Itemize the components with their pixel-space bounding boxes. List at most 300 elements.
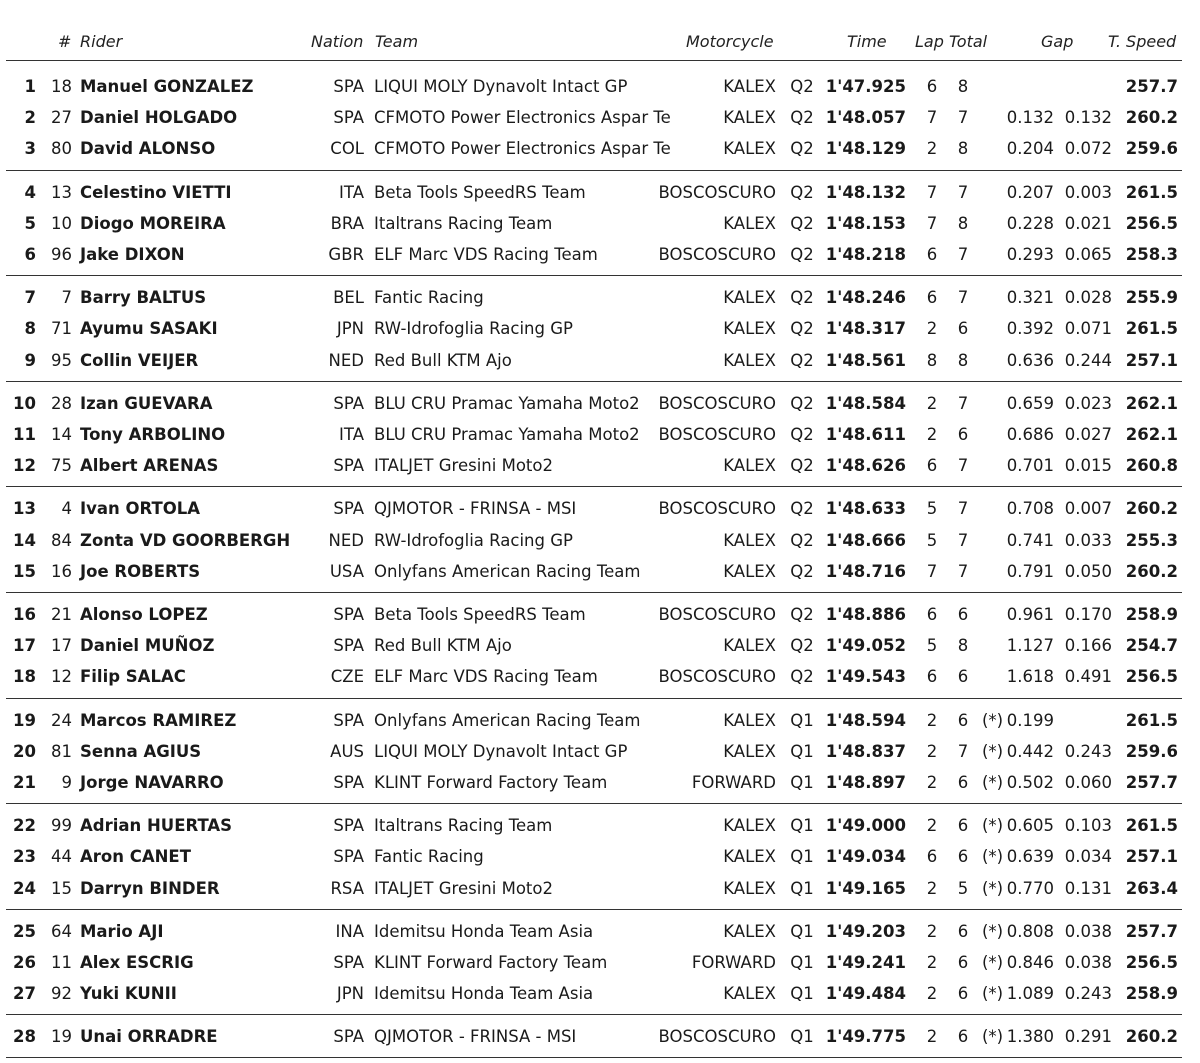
motorcycle-cell: BOSCOSCURO [658,394,776,413]
rider-name-cell: Tony ARBOLINO [80,425,226,444]
table-row [0,978,1200,1009]
rider-name-cell: Marcos RAMIREZ [80,711,237,730]
top-speed-cell: 256.5 [1125,667,1178,686]
gap-to-first-cell: 0.502 [1006,773,1054,792]
gap-to-first-cell: 0.293 [1006,245,1054,264]
best-lap-cell: 2 [926,319,938,338]
total-laps-cell: 7 [957,108,969,127]
gap-to-previous-cell: 0.166 [1064,636,1112,655]
q1-marker-cell: (*) [982,953,1004,972]
gap-to-first-cell: 0.207 [1006,183,1054,202]
gap-to-previous-cell: 0.021 [1064,214,1112,233]
rider-number-cell: 21 [51,605,72,624]
session-cell: Q1 [790,984,814,1003]
table-row [0,810,1200,841]
team-cell: CFMOTO Power Electronics Aspar Te [374,139,671,158]
q1-marker-cell: (*) [982,816,1004,835]
rider-name-cell: David ALONSO [80,139,216,158]
best-time-cell: 1'48.626 [825,456,906,475]
team-cell: QJMOTOR - FRINSA - MSI [374,499,577,518]
total-laps-cell: 7 [957,288,969,307]
group-divider [6,381,1182,382]
session-cell: Q2 [790,605,814,624]
best-time-cell: 1'49.000 [825,816,906,835]
best-lap-cell: 7 [926,562,938,581]
rider-number-cell: 16 [51,562,72,581]
best-time-cell: 1'48.897 [825,773,906,792]
rider-number-cell: 13 [51,183,72,202]
gap-to-previous-cell: 0.170 [1064,605,1112,624]
top-speed-cell: 256.5 [1125,953,1178,972]
team-cell: Fantic Racing [374,847,484,866]
best-time-cell: 1'47.925 [825,77,906,96]
q1-marker-cell: (*) [982,984,1004,1003]
top-speed-cell: 255.3 [1125,531,1178,550]
nation-cell: AUS [330,742,364,761]
header-team: Team [375,32,419,51]
motorcycle-cell: KALEX [723,214,776,233]
gap-to-previous-cell: 0.060 [1064,773,1112,792]
rider-number-cell: 64 [51,922,72,941]
gap-to-previous-cell: 0.023 [1064,394,1112,413]
gap-to-first-cell: 0.741 [1006,531,1054,550]
nation-cell: SPA [333,773,364,792]
best-lap-cell: 2 [926,139,938,158]
nation-cell: NED [328,351,364,370]
header-rider: Rider [80,32,123,51]
total-laps-cell: 6 [957,711,969,730]
team-cell: Onlyfans American Racing Team [374,562,641,581]
gap-to-first-cell: 0.708 [1006,499,1054,518]
motorcycle-cell: FORWARD [691,773,776,792]
gap-to-first-cell: 0.228 [1006,214,1054,233]
best-lap-cell: 6 [926,847,938,866]
motorcycle-cell: KALEX [723,816,776,835]
motorcycle-cell: KALEX [723,847,776,866]
rider-number-cell: 10 [51,214,72,233]
rider-name-cell: Senna AGIUS [80,742,202,761]
group-divider [6,275,1182,276]
session-cell: Q2 [790,425,814,444]
nation-cell: ITA [339,425,364,444]
session-cell: Q2 [790,319,814,338]
position-cell: 28 [13,1027,36,1046]
best-lap-cell: 2 [926,984,938,1003]
session-cell: Q1 [790,711,814,730]
table-row [0,525,1200,556]
gap-to-first-cell: 0.701 [1006,456,1054,475]
position-cell: 25 [13,922,36,941]
group-divider [6,909,1182,910]
top-speed-cell: 257.7 [1125,77,1178,96]
motorcycle-cell: KALEX [723,456,776,475]
q1-marker-cell: (*) [982,773,1004,792]
team-cell: Beta Tools SpeedRS Team [374,183,586,202]
table-row [0,736,1200,767]
session-cell: Q2 [790,214,814,233]
q1-marker-cell: (*) [982,1027,1004,1046]
position-cell: 13 [13,499,36,518]
session-cell: Q2 [790,636,814,655]
motorcycle-cell: KALEX [723,108,776,127]
rider-number-cell: 27 [51,108,72,127]
motorcycle-cell: BOSCOSCURO [658,667,776,686]
gap-to-previous-cell: 0.491 [1064,667,1112,686]
table-row [0,661,1200,692]
nation-cell: SPA [333,1027,364,1046]
gap-to-first-cell: 0.442 [1006,742,1054,761]
top-speed-cell: 260.2 [1125,108,1178,127]
table-row [0,282,1200,313]
position-cell: 15 [13,562,36,581]
gap-to-previous-cell: 0.003 [1064,183,1112,202]
gap-to-first-cell: 0.639 [1006,847,1054,866]
rider-number-cell: 99 [51,816,72,835]
team-cell: ITALJET Gresini Moto2 [374,879,553,898]
team-cell: LIQUI MOLY Dynavolt Intact GP [374,742,628,761]
position-cell: 12 [13,456,36,475]
header-gap: Gap [1041,32,1074,51]
gap-to-previous-cell: 0.243 [1064,742,1112,761]
q1-marker-cell: (*) [982,847,1004,866]
rider-name-cell: Celestino VIETTI [80,183,232,202]
rider-name-cell: Jake DIXON [80,245,185,264]
nation-cell: SPA [333,499,364,518]
header-lap: Lap [915,32,944,51]
best-time-cell: 1'48.666 [825,531,906,550]
rider-name-cell: Izan GUEVARA [80,394,213,413]
best-lap-cell: 7 [926,108,938,127]
total-laps-cell: 7 [957,562,969,581]
gap-to-previous-cell: 0.027 [1064,425,1112,444]
position-cell: 10 [13,394,36,413]
session-cell: Q2 [790,667,814,686]
team-cell: KLINT Forward Factory Team [374,773,608,792]
total-laps-cell: 7 [957,456,969,475]
session-cell: Q2 [790,108,814,127]
gap-to-first-cell: 0.392 [1006,319,1054,338]
top-speed-cell: 260.8 [1125,456,1178,475]
team-cell: BLU CRU Pramac Yamaha Moto2 [374,394,640,413]
session-cell: Q2 [790,351,814,370]
session-cell: Q2 [790,183,814,202]
top-speed-cell: 262.1 [1125,394,1178,413]
rider-number-cell: 28 [51,394,72,413]
position-cell: 14 [13,531,36,550]
gap-to-first-cell: 0.770 [1006,879,1054,898]
session-cell: Q2 [790,531,814,550]
team-cell: ELF Marc VDS Racing Team [374,667,598,686]
rider-name-cell: Zonta VD GOORBERGH [80,531,291,550]
rider-name-cell: Joe ROBERTS [80,562,201,581]
gap-to-previous-cell: 0.007 [1064,499,1112,518]
motorcycle-cell: FORWARD [691,953,776,972]
position-cell: 22 [13,816,36,835]
rider-number-cell: 75 [51,456,72,475]
rider-name-cell: Diogo MOREIRA [80,214,226,233]
motorcycle-cell: KALEX [723,922,776,941]
best-lap-cell: 2 [926,879,938,898]
best-time-cell: 1'48.584 [825,394,906,413]
rider-name-cell: Jorge NAVARRO [80,773,224,792]
table-row [0,841,1200,872]
table-row [0,599,1200,630]
table-row [0,873,1200,904]
table-row [0,71,1200,102]
top-speed-cell: 260.2 [1125,1027,1178,1046]
gap-to-first-cell: 0.636 [1006,351,1054,370]
q1-marker-cell: (*) [982,711,1004,730]
position-cell: 26 [13,953,36,972]
table-row [0,177,1200,208]
nation-cell: INA [335,922,364,941]
team-cell: Idemitsu Honda Team Asia [374,984,594,1003]
gap-to-previous-cell: 0.028 [1064,288,1112,307]
nation-cell: SPA [333,394,364,413]
rider-name-cell: Filip SALAC [80,667,186,686]
rider-number-cell: 24 [51,711,72,730]
gap-to-first-cell: 0.199 [1006,711,1054,730]
total-laps-cell: 6 [957,605,969,624]
team-cell: LIQUI MOLY Dynavolt Intact GP [374,77,628,96]
table-bottom-divider [6,1057,1182,1058]
position-cell: 24 [13,879,36,898]
best-time-cell: 1'49.052 [825,636,906,655]
top-speed-cell: 261.5 [1125,319,1178,338]
top-speed-cell: 258.9 [1125,605,1178,624]
best-time-cell: 1'49.241 [825,953,906,972]
best-lap-cell: 6 [926,77,938,96]
motorcycle-cell: BOSCOSCURO [658,1027,776,1046]
best-time-cell: 1'49.203 [825,922,906,941]
team-cell: Red Bull KTM Ajo [374,636,512,655]
total-laps-cell: 6 [957,773,969,792]
top-speed-cell: 256.5 [1125,214,1178,233]
nation-cell: SPA [333,847,364,866]
best-lap-cell: 6 [926,667,938,686]
rider-number-cell: 18 [51,77,72,96]
session-cell: Q2 [790,499,814,518]
table-row [0,556,1200,587]
table-row [0,313,1200,344]
session-cell: Q1 [790,773,814,792]
top-speed-cell: 262.1 [1125,425,1178,444]
total-laps-cell: 8 [957,139,969,158]
rider-name-cell: Ayumu SASAKI [80,319,218,338]
rider-number-cell: 17 [51,636,72,655]
header-number: # [58,32,72,51]
best-lap-cell: 5 [926,636,938,655]
team-cell: Onlyfans American Racing Team [374,711,641,730]
rider-name-cell: Daniel MUÑOZ [80,636,215,655]
best-time-cell: 1'48.129 [825,139,906,158]
nation-cell: SPA [333,711,364,730]
gap-to-previous-cell: 0.072 [1064,139,1112,158]
position-cell: 21 [13,773,36,792]
top-speed-cell: 258.9 [1125,984,1178,1003]
gap-to-previous-cell: 0.244 [1064,351,1112,370]
best-time-cell: 1'49.775 [825,1027,906,1046]
group-divider [6,170,1182,171]
top-speed-cell: 260.2 [1125,562,1178,581]
total-laps-cell: 7 [957,394,969,413]
nation-cell: GBR [328,245,364,264]
best-lap-cell: 2 [926,816,938,835]
team-cell: QJMOTOR - FRINSA - MSI [374,1027,577,1046]
top-speed-cell: 255.9 [1125,288,1178,307]
gap-to-previous-cell: 0.291 [1064,1027,1112,1046]
session-cell: Q1 [790,847,814,866]
table-row [0,388,1200,419]
header-time: Time [847,32,887,51]
gap-to-previous-cell: 0.243 [1064,984,1112,1003]
top-speed-cell: 257.7 [1125,773,1178,792]
position-cell: 16 [13,605,36,624]
position-cell: 3 [24,139,36,158]
rider-number-cell: 96 [51,245,72,264]
rider-number-cell: 11 [51,953,72,972]
gap-to-previous-cell: 0.065 [1064,245,1112,264]
motorcycle-cell: KALEX [723,742,776,761]
nation-cell: USA [329,562,364,581]
session-cell: Q2 [790,456,814,475]
rider-name-cell: Alex ESCRIG [80,953,194,972]
gap-to-first-cell: 0.659 [1006,394,1054,413]
total-laps-cell: 6 [957,984,969,1003]
nation-cell: BRA [330,214,364,233]
best-time-cell: 1'48.153 [825,214,906,233]
best-lap-cell: 5 [926,499,938,518]
group-divider [6,1014,1182,1015]
table-row [0,419,1200,450]
rider-number-cell: 4 [61,499,72,518]
q1-marker-cell: (*) [982,922,1004,941]
session-cell: Q1 [790,922,814,941]
motorcycle-cell: KALEX [723,531,776,550]
rider-name-cell: Alonso LOPEZ [80,605,208,624]
best-time-cell: 1'48.633 [825,499,906,518]
best-time-cell: 1'48.561 [825,351,906,370]
best-lap-cell: 2 [926,394,938,413]
rider-name-cell: Yuki KUNII [80,984,177,1003]
total-laps-cell: 6 [957,319,969,338]
rider-number-cell: 19 [51,1027,72,1046]
best-time-cell: 1'49.484 [825,984,906,1003]
rider-name-cell: Albert ARENAS [80,456,219,475]
position-cell: 23 [13,847,36,866]
table-row [0,133,1200,164]
position-cell: 20 [13,742,36,761]
top-speed-cell: 260.2 [1125,499,1178,518]
table-row [0,493,1200,524]
best-time-cell: 1'48.057 [825,108,906,127]
gap-to-first-cell: 1.089 [1006,984,1054,1003]
rider-number-cell: 84 [51,531,72,550]
total-laps-cell: 7 [957,183,969,202]
rider-number-cell: 80 [51,139,72,158]
team-cell: ELF Marc VDS Racing Team [374,245,598,264]
best-lap-cell: 2 [926,922,938,941]
rider-name-cell: Barry BALTUS [80,288,207,307]
best-lap-cell: 2 [926,953,938,972]
best-lap-cell: 2 [926,711,938,730]
q1-marker-cell: (*) [982,879,1004,898]
rider-name-cell: Darryn BINDER [80,879,220,898]
best-time-cell: 1'48.317 [825,319,906,338]
rider-name-cell: Ivan ORTOLA [80,499,201,518]
table-row [0,208,1200,239]
best-time-cell: 1'48.611 [825,425,906,444]
motorcycle-cell: KALEX [723,636,776,655]
gap-to-first-cell: 0.204 [1006,139,1054,158]
table-row [0,916,1200,947]
total-laps-cell: 8 [957,636,969,655]
best-lap-cell: 6 [926,245,938,264]
total-laps-cell: 6 [957,667,969,686]
nation-cell: SPA [333,816,364,835]
nation-cell: SPA [333,456,364,475]
total-laps-cell: 7 [957,742,969,761]
motorcycle-cell: KALEX [723,984,776,1003]
team-cell: Beta Tools SpeedRS Team [374,605,586,624]
best-time-cell: 1'48.246 [825,288,906,307]
gap-to-first-cell: 1.127 [1006,636,1054,655]
gap-to-first-cell: 1.618 [1006,667,1054,686]
session-cell: Q2 [790,562,814,581]
top-speed-cell: 261.5 [1125,183,1178,202]
header-divider [6,60,1182,61]
motorcycle-cell: BOSCOSCURO [658,183,776,202]
rider-number-cell: 44 [51,847,72,866]
gap-to-previous-cell: 0.132 [1064,108,1112,127]
position-cell: 6 [24,245,36,264]
total-laps-cell: 7 [957,499,969,518]
best-time-cell: 1'49.165 [825,879,906,898]
nation-cell: JPN [336,984,364,1003]
total-laps-cell: 8 [957,77,969,96]
team-cell: Red Bull KTM Ajo [374,351,512,370]
session-cell: Q2 [790,394,814,413]
best-lap-cell: 5 [926,531,938,550]
best-lap-cell: 8 [926,351,938,370]
table-row [0,345,1200,376]
table-row [0,630,1200,661]
rider-number-cell: 95 [51,351,72,370]
best-lap-cell: 6 [926,605,938,624]
gap-to-first-cell: 0.321 [1006,288,1054,307]
rider-number-cell: 7 [61,288,72,307]
rider-number-cell: 81 [51,742,72,761]
rider-name-cell: Manuel GONZALEZ [80,77,254,96]
best-time-cell: 1'48.594 [825,711,906,730]
gap-to-first-cell: 0.791 [1006,562,1054,581]
motorcycle-cell: KALEX [723,288,776,307]
top-speed-cell: 261.5 [1125,816,1178,835]
header-top-speed: T. Speed [1108,32,1177,51]
motorcycle-cell: BOSCOSCURO [658,425,776,444]
motorcycle-cell: BOSCOSCURO [658,499,776,518]
motorcycle-cell: KALEX [723,711,776,730]
rider-name-cell: Collin VEIJER [80,351,199,370]
team-cell: CFMOTO Power Electronics Aspar Te [374,108,671,127]
top-speed-cell: 259.6 [1125,742,1178,761]
top-speed-cell: 259.6 [1125,139,1178,158]
session-cell: Q1 [790,742,814,761]
best-time-cell: 1'48.132 [825,183,906,202]
total-laps-cell: 6 [957,847,969,866]
nation-cell: NED [328,531,364,550]
group-divider [6,486,1182,487]
